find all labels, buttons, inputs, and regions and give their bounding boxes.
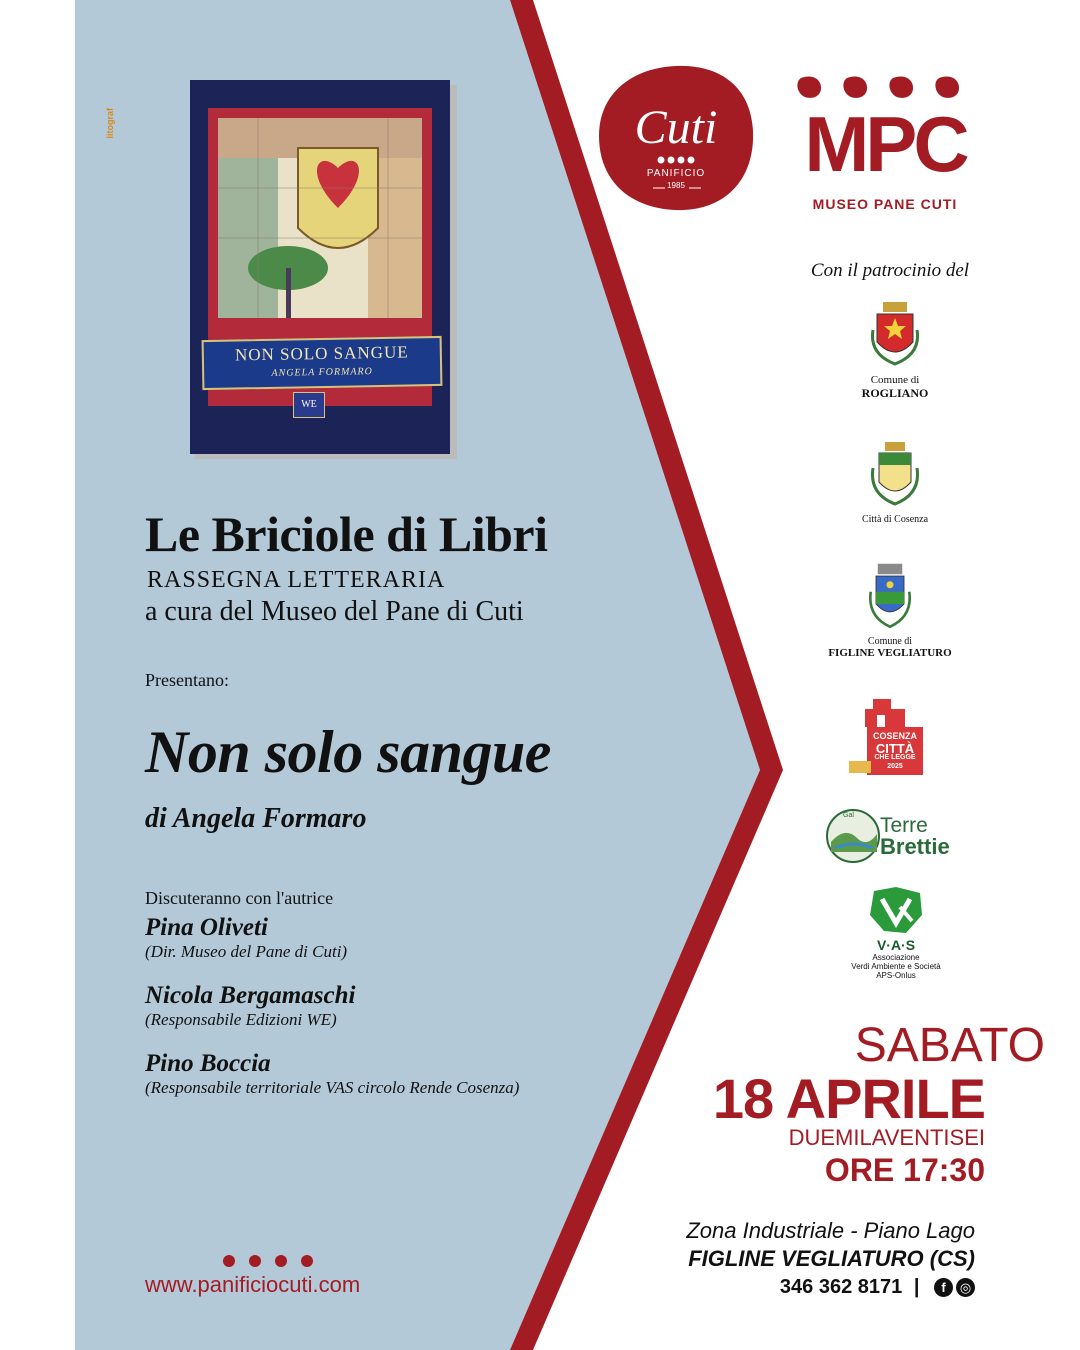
mpc-museum-logo xyxy=(795,72,975,222)
vas-line1: Associazione xyxy=(872,953,920,962)
book-cover xyxy=(190,80,450,454)
legge-line2: CITTÀ xyxy=(875,741,915,756)
patron-line2: ROGLIANO xyxy=(861,386,929,400)
speaker-role: (Responsabile territoriale VAS circolo Rende Cosenza) xyxy=(145,1078,520,1097)
figline-crest-icon xyxy=(860,562,920,632)
cuti-logo-sub: PANIFICIO xyxy=(646,168,706,179)
speaker-role: (Responsabile Edizioni WE) xyxy=(145,1010,337,1029)
book-cover-artwork xyxy=(218,118,422,318)
book-author: di Angela Formaro xyxy=(145,803,367,834)
patron-cosenza xyxy=(835,440,955,525)
series-subtitle: RASSEGNA LETTERARIA xyxy=(147,567,446,593)
vas-line2: Verdi Ambiente e Società xyxy=(851,962,941,971)
event-year: DUEMILAVENTISEI xyxy=(788,1125,985,1150)
patron-rogliano xyxy=(850,300,940,401)
patron-figline xyxy=(820,562,960,659)
cosenza-citta-che-legge-logo xyxy=(847,695,927,780)
terre-brettie-logo xyxy=(825,808,965,864)
vas-logo xyxy=(831,885,961,980)
speaker-name: Pina Oliveti xyxy=(145,914,268,941)
event-address-line1: Zona Industriale - Piano Lago xyxy=(686,1218,975,1243)
event-time: ORE 17:30 xyxy=(824,1152,985,1188)
series-curated-by: a cura del Museo del Pane di Cuti xyxy=(145,596,524,627)
patron-line2: FIGLINE VEGLIATURO xyxy=(828,647,952,659)
vas-acronym: V·A·S xyxy=(876,937,916,953)
speaker-role: (Dir. Museo del Pane di Cuti) xyxy=(145,942,348,961)
event-poster xyxy=(75,0,1080,1350)
speaker-1 xyxy=(145,914,347,962)
publisher-logo: WE xyxy=(293,392,325,418)
facebook-icon[interactable]: f xyxy=(934,1278,953,1297)
decorative-dots xyxy=(223,1252,327,1271)
event-day: SABATO xyxy=(854,1019,1045,1072)
speaker-2 xyxy=(145,982,355,1030)
series-title: Le Briciole di Libri xyxy=(145,506,548,562)
speaker-3 xyxy=(145,1050,519,1098)
presentano-label: Presentano: xyxy=(145,670,229,690)
discussion-label: Discuteranno con l'autrice xyxy=(145,888,334,908)
patron-line2: Città di Cosenza xyxy=(861,514,929,525)
rogliano-crest-icon xyxy=(865,300,925,370)
cuti-logo-year: 1985 xyxy=(667,181,685,190)
terre-brettie-line2: Brettie xyxy=(880,834,950,859)
book-cover-author: ANGELA FORMARO xyxy=(271,366,373,379)
instagram-icon[interactable]: ◎ xyxy=(956,1278,975,1297)
speaker-name: Pino Boccia xyxy=(145,1050,271,1077)
patronage-label: Con il patrocinio del xyxy=(810,260,970,281)
legge-year: 2025 xyxy=(887,763,903,770)
mpc-name: MUSEO PANE CUTI xyxy=(812,196,958,212)
terre-brettie-line1: Terre xyxy=(880,814,928,837)
website-link[interactable]: www.panificiocuti.com xyxy=(145,1272,361,1297)
book-title: Non solo sangue xyxy=(145,719,551,785)
separator: | xyxy=(913,1276,920,1298)
book-title-ribbon xyxy=(202,336,443,390)
contact-row xyxy=(635,1276,975,1299)
mpc-letters: MPC xyxy=(804,100,966,188)
cosenza-crest-icon xyxy=(865,440,925,510)
terre-brettie-badge: Gal xyxy=(843,812,854,819)
legge-line1: COSENZA xyxy=(872,731,917,741)
book-cover-title: NON SOLO SANGUE xyxy=(234,342,409,365)
phone-number[interactable]: 346 362 8171 xyxy=(779,1276,903,1298)
patron-line1: Comune di xyxy=(870,374,920,386)
event-address-line2: FIGLINE VEGLIATURO (CS) xyxy=(688,1246,975,1271)
patron-line1: Comune di xyxy=(867,636,913,647)
event-date: 18 APRILE xyxy=(712,1067,985,1130)
speaker-name: Nicola Bergamaschi xyxy=(145,982,356,1009)
cuti-panificio-logo xyxy=(595,62,757,214)
cuti-logo-name: Cuti xyxy=(634,101,718,154)
vas-line3: APS-Onlus xyxy=(876,971,916,980)
printer-brand: litograf xyxy=(105,108,115,139)
legge-line3: CHE LEGGE xyxy=(874,754,916,761)
